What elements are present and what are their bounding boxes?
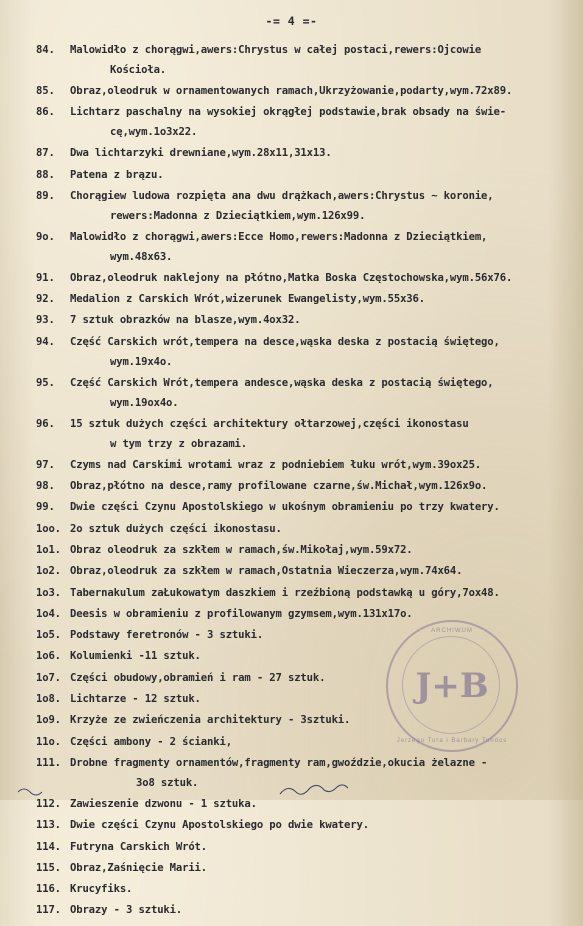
inventory-entry: [0, 544, 583, 565]
entry-text: Obraz oleodruk za szkłem w ramach,św.Mikołaj,wym.59x72.: [70, 543, 413, 556]
entry-number: 84.: [36, 44, 55, 56]
entry-continuation: 3o8 sztuk.: [136, 776, 199, 789]
entry-number: 1o2.: [36, 565, 61, 578]
entry-text: Obraz,oleodruk naklejony na płótno,Matka Boska Częstochowska,wym.56x76.: [70, 271, 513, 284]
entry-number: 89.: [36, 189, 55, 202]
entry-text: Futryna Carskich Wrót.: [70, 840, 208, 853]
entry-number: 96.: [36, 417, 55, 430]
entry-number: 87.: [36, 147, 55, 160]
inventory-entry: [0, 608, 583, 629]
entry-number: 99.: [36, 501, 55, 514]
inventory-entry: [0, 862, 583, 883]
inventory-entry: [0, 293, 583, 314]
entry-text: Patena z brązu.: [70, 168, 164, 181]
entry-text: Kolumienki -11 sztuk.: [70, 650, 201, 663]
entry-number: 113.: [36, 819, 61, 832]
entry-text: Drobne fragmenty ornamentów,fragmenty ram,gwoździe,okucia żelazne -: [70, 756, 488, 769]
inventory-entry: [0, 377, 583, 418]
entry-number: 117.: [36, 904, 61, 917]
entry-continuation: w tym trzy z obrazami.: [110, 437, 248, 450]
entry-continuation: cę,wym.1o3x22.: [110, 126, 198, 139]
entry-text: Lichtarze - 12 sztuk.: [70, 693, 201, 706]
entry-number: 9o.: [36, 230, 55, 243]
inventory-entry: [0, 336, 583, 377]
entry-number: 114.: [36, 840, 61, 853]
entry-number: 91.: [36, 271, 55, 284]
stamp-top-text: ARCHIWUM: [431, 628, 473, 634]
entry-text: Chorągiew ludowa rozpięta ana dwu drążkach,awers:Chrystus ~ koronie,: [70, 189, 494, 202]
entry-number: 86.: [36, 106, 55, 119]
entry-number: 98.: [36, 480, 55, 493]
entry-number: 1o5.: [36, 629, 61, 642]
entry-text: Obrazy - 3 sztuki.: [70, 904, 183, 917]
entry-number: 92.: [36, 293, 55, 306]
entry-number: 1oo.: [36, 522, 61, 535]
inventory-entry: [0, 883, 583, 904]
entry-text: Deesis w obramieniu z profilowanym gzymsem,wym.131x17o.: [70, 607, 413, 620]
entry-text: Dwie części Czynu Apostolskiego w ukośnym obramieniu po trzy kwatery.: [70, 501, 500, 514]
entry-number: 1o9.: [36, 714, 61, 727]
entry-continuation: rewers:Madonna z Dzieciątkiem,wym.126x99.: [110, 209, 366, 222]
inventory-entry: [0, 798, 583, 819]
inventory-entry: [0, 169, 583, 190]
inventory-entry: [0, 841, 583, 862]
inventory-entry: [0, 819, 583, 840]
inventory-entry: [0, 147, 583, 168]
entry-number: 1o3.: [36, 586, 61, 599]
entry-number: 1o4.: [36, 607, 61, 620]
entry-text: 7 sztuk obrazków na blasze,wym.4ox32.: [70, 314, 301, 327]
inventory-entry: [0, 314, 583, 335]
entry-text: Zawieszenie dzwonu - 1 sztuka.: [70, 797, 257, 810]
entry-text: Część Carskich wrót,tempera na desce,wąska deska z postacią świętego,: [70, 335, 500, 348]
entry-number: 95.: [36, 376, 55, 389]
entry-number: 88.: [36, 168, 55, 181]
entry-number: 85.: [36, 85, 55, 97]
inventory-entry: [0, 85, 583, 106]
entry-number: 111.: [36, 756, 61, 769]
inventory-entry: [0, 418, 583, 459]
entry-text: Dwie części Czynu Apostolskiego po dwie kwatery.: [70, 819, 369, 832]
archive-stamp: [386, 620, 518, 752]
inventory-entry: [0, 565, 583, 586]
entry-number: 116.: [36, 883, 61, 896]
entry-continuation: wym.19x4o.: [110, 355, 173, 368]
entry-text: Medalion z Carskich Wrót,wizerunek Ewangelisty,wym.55x36.: [70, 293, 425, 306]
entry-text: Malowidło z chorągwi,awers:Chrystus w całej postaci,rewers:Ojcowie: [70, 44, 482, 56]
inventory-entry: [0, 231, 583, 272]
entry-continuation: wym.19ox4o.: [110, 396, 179, 409]
entry-text: Tabernakulum zaŁukowatym daszkiem i rzeźbioną podstawką u góry,7ox48.: [70, 586, 500, 599]
entry-text: Krzyże ze zwieńczenia architektury - 3sztuki.: [70, 714, 351, 727]
entry-text: Podstawy feretronów - 3 sztuki.: [70, 629, 264, 642]
entry-number: 1o8.: [36, 693, 61, 706]
entry-text: 2o sztuk dużych części ikonostasu.: [70, 522, 282, 535]
entry-text: Obraz,Zaśnięcie Marii.: [70, 861, 208, 874]
entry-text: Części obudowy,obramień i ram - 27 sztuk.: [70, 671, 326, 684]
entry-continuation: Kościoła.: [110, 64, 167, 76]
entry-text: Dwa lichtarzyki drewniane,wym.28x11,31x13.: [70, 147, 332, 160]
entry-number: 93.: [36, 314, 55, 327]
entry-text: Obraz,oleodruk w ornamentowanych ramach,Ukrzyżowanie,podarty,wym.72x89.: [70, 85, 513, 97]
entry-text: Malowidło z chorągwi,awers:Ecce Homo,rewers:Madonna z Dzieciątkiem,: [70, 230, 488, 243]
inventory-entry: [0, 44, 583, 85]
entry-text: Czyms nad Carskimi wrotami wraz z podniebiem łuku wrót,wym.39ox25.: [70, 458, 482, 471]
entry-number: 94.: [36, 335, 55, 348]
entry-number: 97.: [36, 458, 55, 471]
entry-text: Części ambony - 2 ścianki,: [70, 735, 232, 748]
inventory-entry: [0, 459, 583, 480]
entry-number: 1o7.: [36, 671, 61, 684]
entry-text: 15 sztuk dużych części architektury ołtarzowej,części ikonostasu: [70, 417, 469, 430]
inventory-entry: [0, 272, 583, 293]
entry-text: Lichtarz paschalny na wysokiej okrągłej podstawie,brak obsady na świe-: [70, 106, 506, 119]
entry-text: Obraz,oleodruk za szkłem w ramach,Ostatnia Wieczerza,wym.74x64.: [70, 565, 463, 578]
inventory-entry: [0, 523, 583, 544]
entry-number: 112.: [36, 797, 61, 810]
entry-number: 1o1.: [36, 543, 61, 556]
inventory-entry: [0, 501, 583, 522]
inventory-entry: [0, 106, 583, 147]
inventory-entry: [0, 190, 583, 231]
entry-text: Obraz,płótno na desce,ramy profilowane czarne,św.Michał,wym.126x9o.: [70, 480, 488, 493]
handwritten-mark: [0, 778, 583, 800]
page-number-header: -= 4 =-: [265, 14, 318, 28]
entry-text: Krucyfiks.: [70, 883, 133, 896]
entry-number: 11o.: [36, 735, 61, 748]
entry-text: Część Carskich Wrót,tempera andesce,wąska deska z postacią świętego,: [70, 376, 494, 389]
inventory-entry: [0, 587, 583, 608]
entry-number: 1o6.: [36, 650, 61, 663]
inventory-entry: [0, 480, 583, 501]
stamp-bottom-text: Jerzego Tura i Barbary Tondos: [396, 738, 508, 744]
inventory-entry: [0, 904, 583, 925]
entry-continuation: wym.48x63.: [110, 250, 173, 263]
stamp-monogram: J+B: [415, 666, 489, 706]
entry-number: 115.: [36, 861, 61, 874]
